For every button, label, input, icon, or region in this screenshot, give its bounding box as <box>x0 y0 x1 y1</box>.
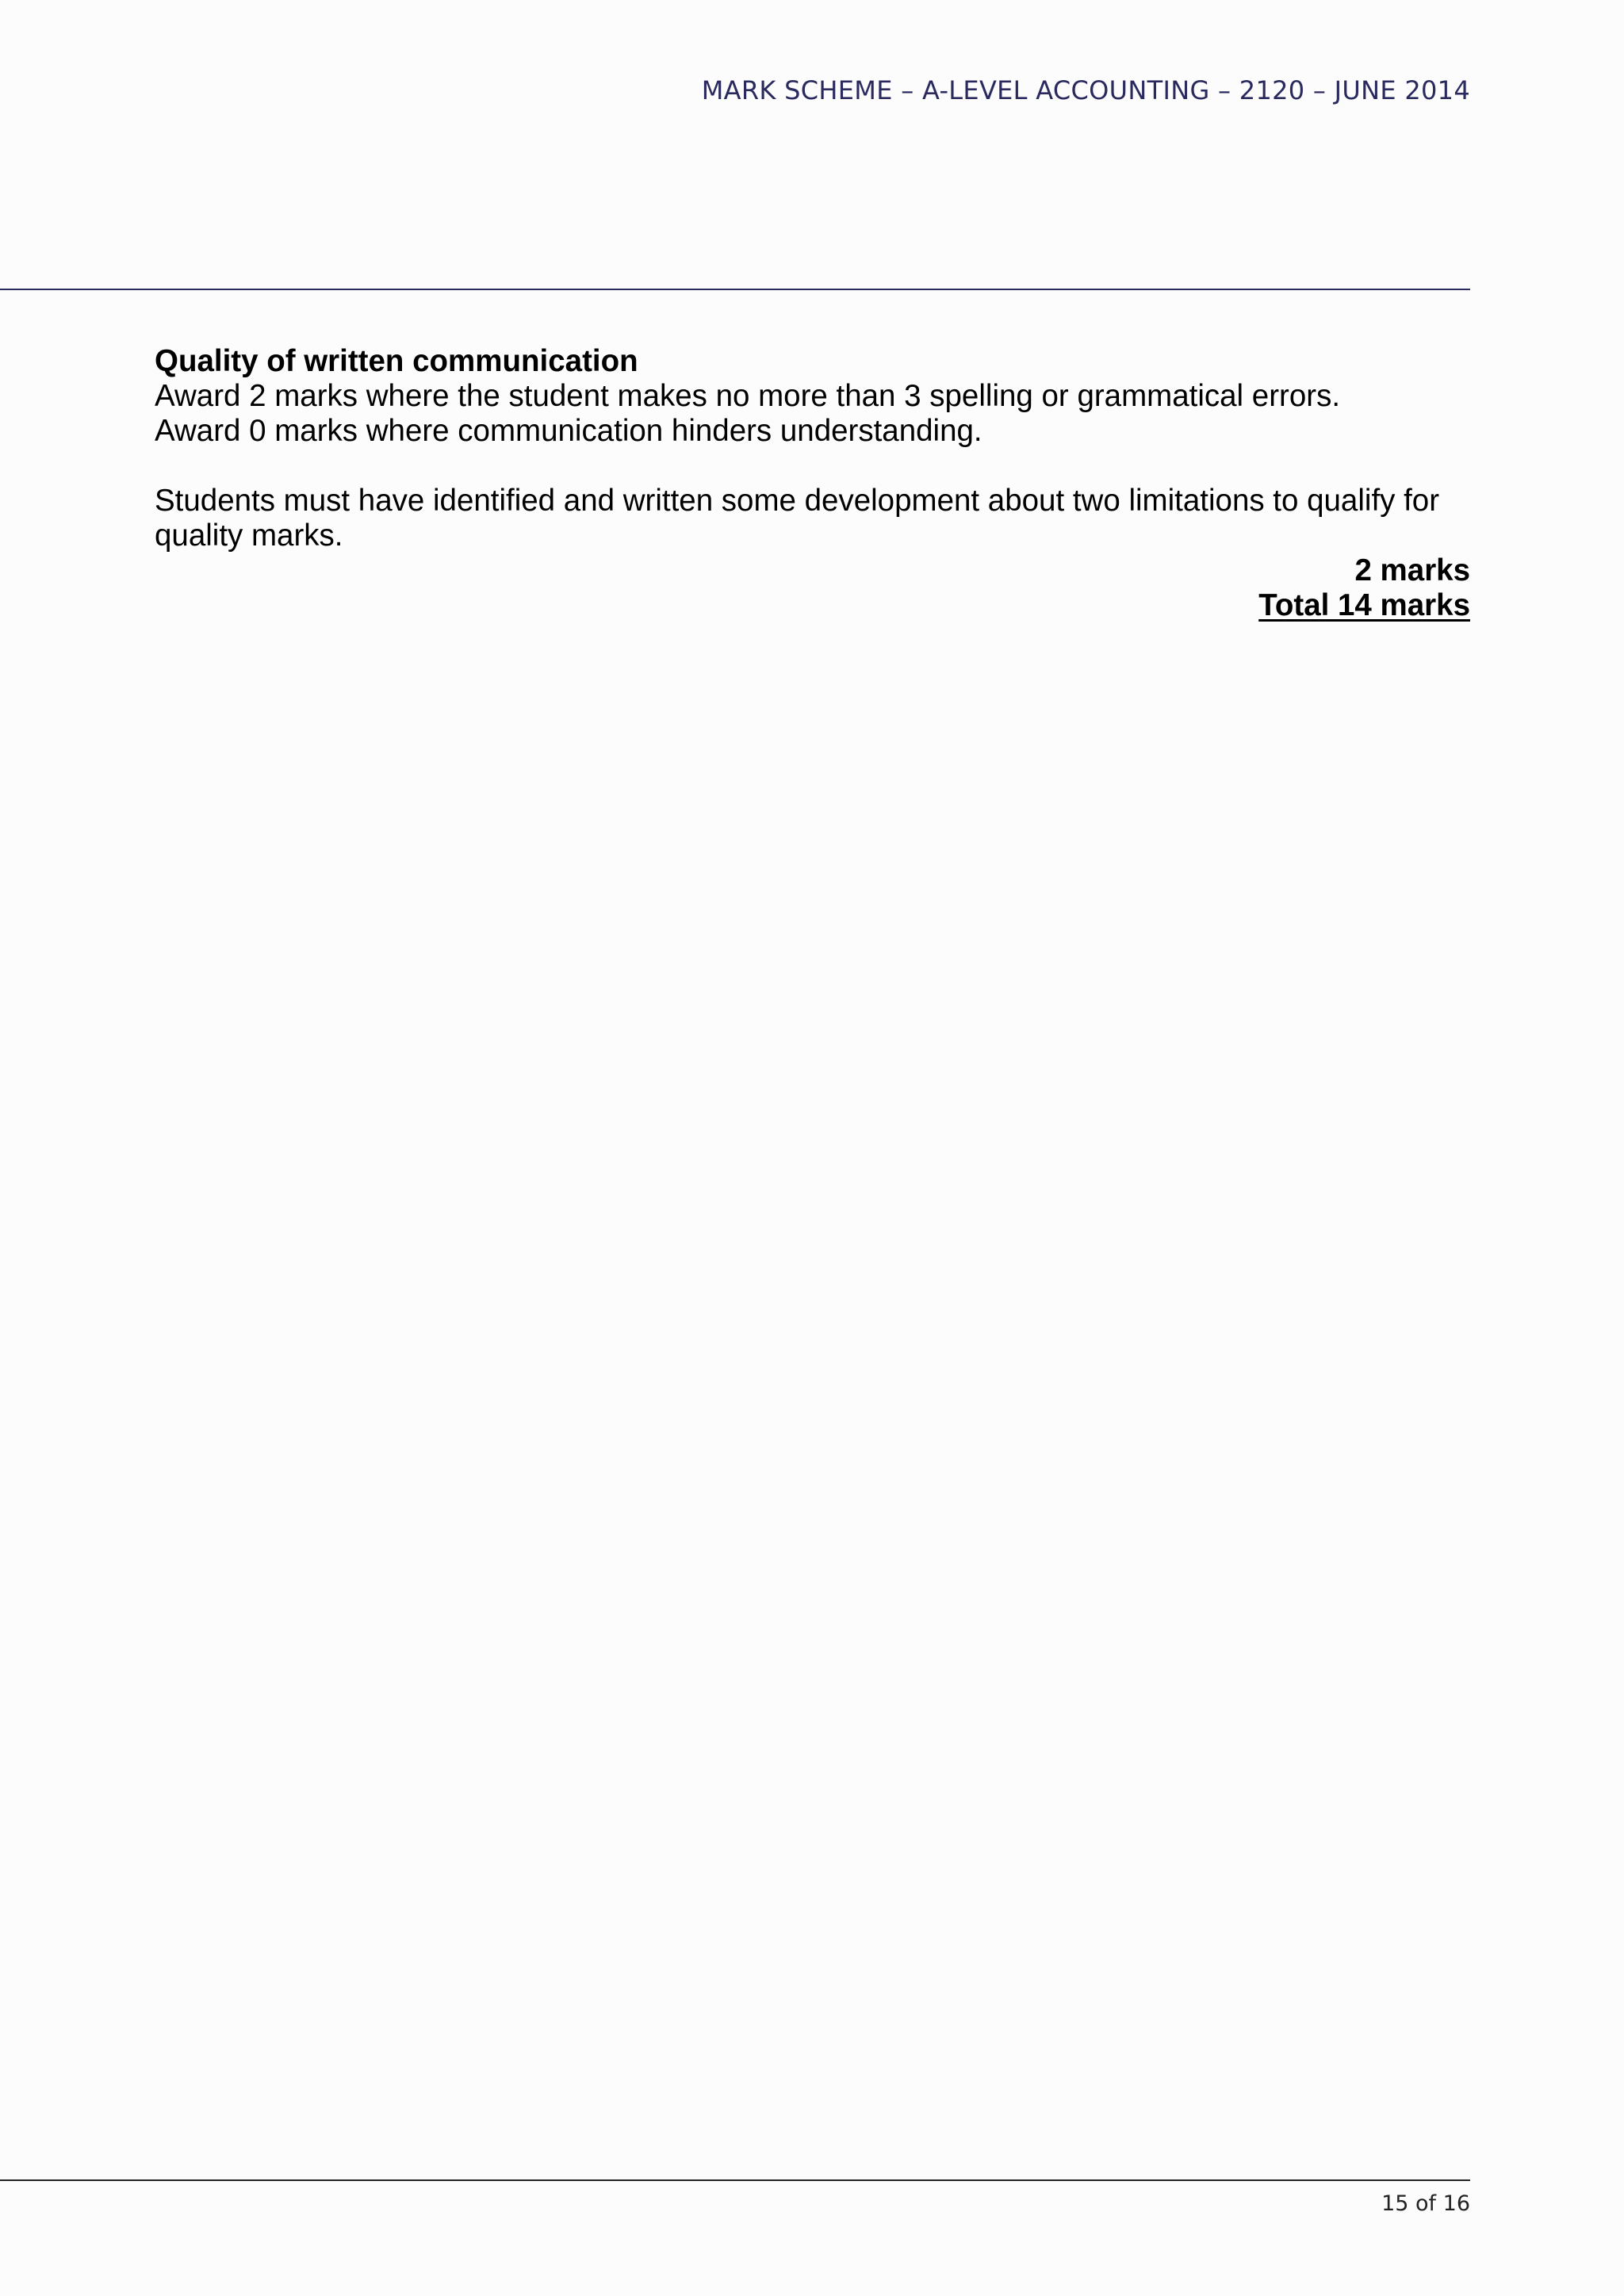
requirement-paragraph-line: quality marks. <box>155 519 343 553</box>
main-content <box>155 344 1470 623</box>
criteria-line: Award 0 marks where communication hinders understanding. <box>155 414 982 448</box>
total-marks <box>155 588 1470 623</box>
total-marks-text: Total 14 marks <box>1258 588 1470 622</box>
paragraph-spacer <box>155 449 1470 484</box>
requirement-paragraph-line: Students must have identified and written some development about two limitations to qualify for <box>155 484 1440 518</box>
page-number: 15 of 16 <box>1381 2191 1470 2216</box>
page-header-title: MARK SCHEME – A-LEVEL ACCOUNTING – 2120 – JUNE 2014 <box>701 75 1470 105</box>
criteria-line: Award 2 marks where the student makes no more than 3 spelling or grammatical errors. <box>155 379 1341 413</box>
header-divider <box>0 289 1470 290</box>
footer-divider <box>0 2179 1470 2181</box>
marks-awarded: 2 marks <box>1354 553 1470 587</box>
section-heading: Quality of written communication <box>155 344 638 378</box>
